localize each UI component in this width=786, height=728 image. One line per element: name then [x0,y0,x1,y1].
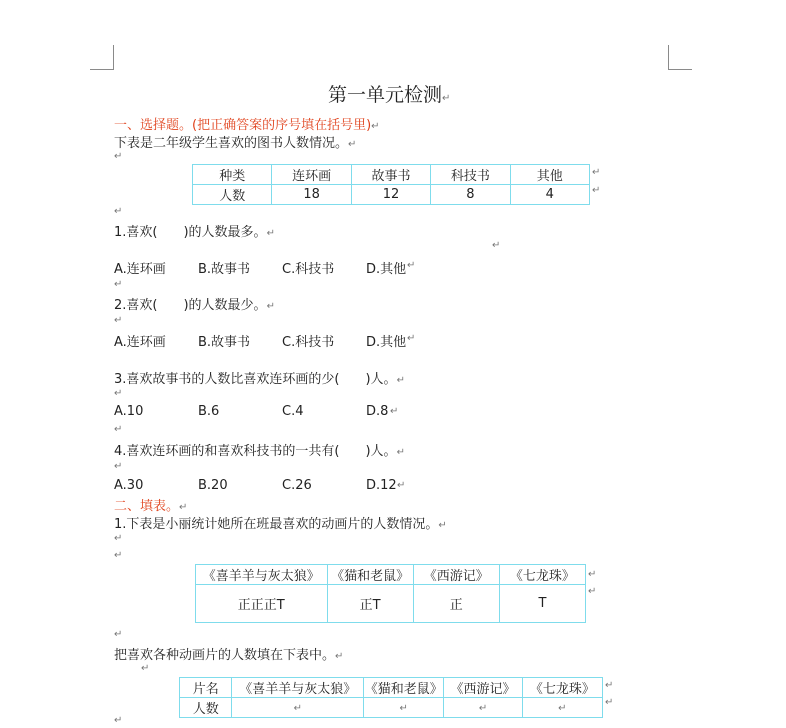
option-b: B.6 [198,404,220,419]
empty-paragraph: ↵ [114,629,123,640]
section1-heading [114,114,380,133]
question-2 [114,294,275,313]
option-b: B.故事书 [198,335,251,350]
books-table-header-row [193,165,590,185]
fill-table-header-cell: 片名 [180,678,232,698]
option-d: D.其他 [366,335,407,350]
tally-table-mark-row [196,585,586,623]
paragraph-mark-icon: ↵ [438,520,447,531]
fill-input-cell[interactable] [364,698,444,718]
fill-in-table [179,677,603,718]
section2-question-1-text: 1.下表是小丽统计她所在班最喜欢的动画片的人数情况。 [114,517,439,532]
books-table-header-cell: 种类 [193,165,272,185]
option-d: D.8 [366,404,389,419]
section2-heading [114,495,187,514]
cell-mark-icon: ↵ [399,703,408,714]
fill-table-header-cell: 《喜羊羊与灰太狼》 [232,678,364,698]
section1-heading-text: 一、选择题。(把正确答案的序号填在括号里) [114,118,372,133]
books-table-value-cell: 12 [351,185,430,205]
fill-table-header-cell: 《猫和老鼠》 [364,678,444,698]
paragraph-mark-icon: ↵ [179,502,188,513]
tally-table-header-cell: 《喜羊羊与灰太狼》 [196,565,328,585]
option-a: A.连环画 [114,335,166,350]
question-1-text: 1.喜欢( )的人数最多。 [114,225,267,240]
option-b: B.20 [198,478,228,493]
paragraph-mark-icon: ↵ [396,375,405,386]
empty-paragraph: ↵ [114,151,123,162]
row-end-mark: ↵ [592,185,601,196]
section2-question-1 [114,513,447,532]
books-table-value-row [193,185,590,205]
fill-input-cell[interactable] [232,698,364,718]
fill-input-cell[interactable] [444,698,522,718]
tally-cell: 正正正T [196,585,328,623]
option-c: C.4 [282,404,304,419]
option-end-mark: ↵ [390,406,399,417]
cartoon-tally-table [195,564,586,623]
fill-table-count-row [180,698,603,718]
option-a: A.连环画 [114,262,166,277]
paragraph-mark-icon: ↵ [266,228,275,239]
empty-paragraph: ↵ [114,388,123,399]
empty-paragraph: ↵ [114,715,123,726]
fill-table-header-row [180,678,603,698]
empty-paragraph: ↵ [114,206,123,217]
cell-mark-icon: ↵ [558,703,567,714]
row-end-mark: ↵ [588,569,597,580]
books-table-value-cell: 8 [431,185,510,205]
books-table-value-cell: 4 [510,185,589,205]
tally-table-header-cell: 《西游记》 [413,565,499,585]
crop-mark-top-right-horizontal [668,69,692,70]
question-4-text: 4.喜欢连环画的和喜欢科技书的一共有( )人。 [114,444,397,459]
books-table-value-cell: 18 [272,185,351,205]
fill-input-cell[interactable] [522,698,602,718]
empty-paragraph: ↵ [114,279,123,290]
crop-mark-top-left-vertical [113,45,114,69]
row-end-mark: ↵ [592,167,601,178]
fill-table-header-cell: 《七龙珠》 [522,678,602,698]
crop-mark-top-right-vertical [668,45,669,69]
row-end-mark: ↵ [605,680,614,691]
row-end-mark: ↵ [605,697,614,708]
fill-instruction [114,644,343,663]
tally-table-header-cell: 《七龙珠》 [499,565,585,585]
option-end-mark: ↵ [397,480,406,491]
paragraph-mark-icon: ↵ [442,93,451,104]
question-4 [114,440,405,459]
question-1 [114,221,275,240]
empty-paragraph: ↵ [114,533,123,544]
empty-paragraph: ↵ [114,424,123,435]
section1-intro-text: 下表是二年级学生喜欢的图书人数情况。 [114,136,349,151]
cell-mark-icon: ↵ [478,703,488,714]
books-table-header-cell: 连环画 [272,165,351,185]
empty-paragraph: ↵ [114,315,123,326]
cell-mark-icon: ↵ [293,703,302,714]
tally-table-header-row [196,565,586,585]
question-3 [114,368,405,387]
option-d: D.其他 [366,262,407,277]
paragraph-mark-icon: ↵ [371,121,380,132]
option-a: A.10 [114,404,144,419]
empty-paragraph: ↵ [114,550,123,561]
option-a: A.30 [114,478,144,493]
empty-paragraph: ↵ [141,663,150,674]
paragraph-mark-icon: ↵ [266,301,275,312]
option-end-mark: ↵ [407,260,416,271]
paragraph-mark-icon: ↵ [348,139,357,150]
tally-cell: 正 [413,585,499,623]
books-table-header-cell: 故事书 [351,165,430,185]
section2-heading-text: 二、填表。 [114,499,180,514]
row-end-mark: ↵ [588,586,597,597]
stray-paragraph-mark: ↵ [492,240,501,251]
page-title-text: 第一单元检测 [328,84,443,106]
crop-mark-top-left-horizontal [90,69,114,70]
books-table-header-cell: 科技书 [431,165,510,185]
question-2-text: 2.喜欢( )的人数最少。 [114,298,267,313]
tally-cell: 正T [327,585,413,623]
paragraph-mark-icon: ↵ [396,447,405,458]
fill-table-header-cell: 《西游记》 [444,678,522,698]
option-c: C.26 [282,478,312,493]
option-d: D.12 [366,478,397,493]
question-3-text: 3.喜欢故事书的人数比喜欢连环画的少( )人。 [114,372,397,387]
books-table [192,164,590,205]
option-c: C.科技书 [282,262,335,277]
books-table-header-cell: 其他 [510,165,589,185]
paragraph-mark-icon: ↵ [335,651,344,662]
option-c: C.科技书 [282,335,335,350]
empty-paragraph: ↵ [114,461,123,472]
section1-intro [114,132,356,151]
option-end-mark: ↵ [407,333,416,344]
fill-instruction-text: 把喜欢各种动画片的人数填在下表中。 [114,648,336,663]
fill-table-row-label: 人数 [180,698,232,718]
tally-cell: T [499,585,585,623]
option-b: B.故事书 [198,262,251,277]
tally-table-header-cell: 《猫和老鼠》 [327,565,413,585]
page-title [328,80,450,107]
books-table-value-cell: 人数 [193,185,272,205]
